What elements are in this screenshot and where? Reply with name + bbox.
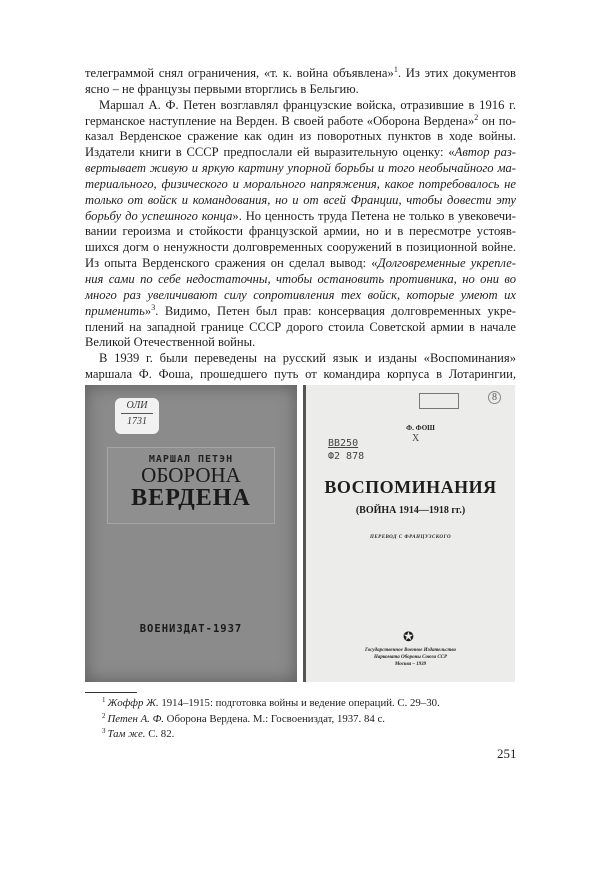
text-line [85, 256, 516, 272]
text-segment: германское наступление на Верден. В своей работе «Оборона Вердена» [85, 113, 475, 128]
text-line [85, 320, 516, 336]
footnote-text: 1914–1915: подготовка войны и ведение операций. С. 29–30. [158, 697, 440, 709]
text-line [85, 224, 516, 240]
call-number-1: ВВ250 [328, 438, 359, 449]
footnotes [102, 696, 440, 743]
footnote-text: Оборона Вердена. М.: Госвоениздат, 1937. 84 с. [163, 712, 385, 725]
text-segment: он по- [478, 113, 516, 128]
imprint-line: Москва – 1939 [394, 662, 427, 667]
footnote-number: 3 [102, 727, 106, 735]
text-line [85, 193, 516, 209]
footnote [102, 727, 440, 743]
footnote-author: Жоффр Ж. [107, 697, 159, 709]
title-frame [107, 447, 275, 524]
cover-author: МАРШАЛ ПЕТЭН [148, 454, 234, 465]
text-line [85, 114, 516, 130]
text-line [85, 304, 516, 320]
footnote-author: Там же. [107, 728, 146, 740]
translation-note: ПЕРЕВОД С ФРАНЦУЗСКОГО [369, 535, 452, 540]
text-segment: Издатели книги в СССР предпослали ей выразительную оценку: « [85, 145, 455, 160]
footnote [102, 696, 440, 712]
text-segment: » [144, 303, 152, 318]
text-segment: . Видимо, Петен был прав: консервация долговременных укре- [155, 303, 516, 318]
quote-text: вертывает живую и яркую картину упорной борьбы и того необычайного ма- [85, 161, 516, 176]
imprint-line: Наркомата Обороны Союза ССР [373, 655, 448, 660]
cover-publisher: ВОЕНИЗДАТ-1937 [139, 623, 243, 635]
text-line [85, 240, 516, 256]
footnote-ref[interactable]: 2 [474, 112, 479, 122]
text-segment: Маршал А. Ф. Петен возглавлял французские войска, отразившие в 1916 г. [99, 97, 516, 112]
quote-text: Долговременные укрепле- [377, 256, 516, 271]
call-number-2: Ф2 878 [328, 451, 365, 462]
text-segment: В 1939 г. были переведены на русский язык и изданы «Воспоминания» [99, 351, 516, 366]
text-line [85, 177, 516, 193]
title-page-author: Ф. ФОШ [406, 424, 435, 432]
footnote-ref[interactable]: 1 [393, 65, 398, 74]
text-line [85, 288, 516, 304]
footnote-divider [85, 692, 137, 693]
text-segment: плений на западной границе СССР дорого стоила Советской армии в начале [85, 319, 516, 334]
title-page-subtitle: (ВОЙНА 1914—1918 гг.) [355, 505, 466, 516]
text-line [85, 335, 516, 351]
book-title-page-memoirs [303, 385, 515, 682]
body-text [85, 66, 516, 383]
text-segment: . Из этих документов [397, 66, 517, 80]
sticker-bottom: 1731 [121, 413, 153, 429]
text-line [85, 351, 516, 367]
text-segment: Из опыта Верденского сражения он сделал вывод: « [85, 256, 378, 271]
text-line [85, 367, 516, 383]
footnote-text: С. 82. [145, 728, 175, 740]
sticker-top: ОЛИ [126, 400, 148, 411]
text-line [85, 82, 516, 98]
quote-text: борьбу до успешного конца [85, 208, 233, 223]
footnote-number: 2 [102, 711, 106, 720]
page-number: 251 [497, 746, 517, 761]
title-page-title: ВОСПОМИНАНИЯ [324, 477, 497, 497]
text-segment: вании героизма и стойкости французской армии, но и в пересмотре устояв- [85, 224, 516, 239]
book-cover-defense-of-verdun [85, 385, 297, 682]
quote-text: ния сами по себе недостаточны, чтобы остановить противника, но они во [85, 271, 516, 286]
imprint-line: Государственное Военное Издательство [364, 648, 457, 653]
text-line [85, 98, 516, 114]
footnote-number: 1 [102, 696, 106, 704]
call-number [328, 437, 364, 463]
publisher-emblem-icon: ✪ [403, 629, 414, 644]
handwritten-mark: 8 [488, 391, 501, 404]
library-sticker [115, 398, 159, 434]
text-segment: шихся догм о ненужности долговременных сооружений в позиционной войне. [85, 240, 516, 255]
text-segment: Великой Отечественной войны. [85, 335, 256, 350]
quote-text: териального, физического и морального напряжения, какое потребовалось не [85, 176, 516, 191]
text-line [85, 272, 516, 288]
text-line [85, 209, 516, 225]
handwritten-x: X [412, 433, 420, 444]
imprint [306, 647, 515, 668]
cover-title-2: ВЕРДЕНА [131, 485, 251, 511]
text-segment: телеграммой снял ограничения, «т. к. война объявлена» [85, 66, 394, 80]
text-line [85, 145, 516, 161]
library-stamp [419, 393, 459, 409]
text-segment: казал Верденское сражение как один из поворотных пунктов в ходе войны. [85, 129, 516, 144]
text-segment: ». Но ценность труда Петена не только в увековечи- [232, 208, 516, 223]
quote-text: Автор раз- [454, 145, 516, 160]
footnote-ref[interactable]: 3 [151, 302, 156, 312]
text-line [85, 161, 516, 177]
text-segment: ясно – не французы первыми вторглись в Бельгию. [85, 81, 359, 96]
cover-title-1: ОБОРОНА [141, 463, 241, 487]
quote-text: много раз увеличивают силу сопротивления тех войск, которые умеют их [85, 287, 516, 302]
text-line [85, 66, 516, 82]
quote-text: применить [85, 303, 145, 318]
text-line [85, 129, 516, 145]
text-segment: маршала Ф. Фоша, прошедшего путь от командира корпуса в Лотарингии, [85, 367, 516, 382]
footnote-author: Петен А. Ф. [107, 712, 164, 725]
quote-text: только от войск и командования, но и от всей Франции, чтобы довести эту [85, 192, 516, 207]
footnote [102, 712, 440, 728]
